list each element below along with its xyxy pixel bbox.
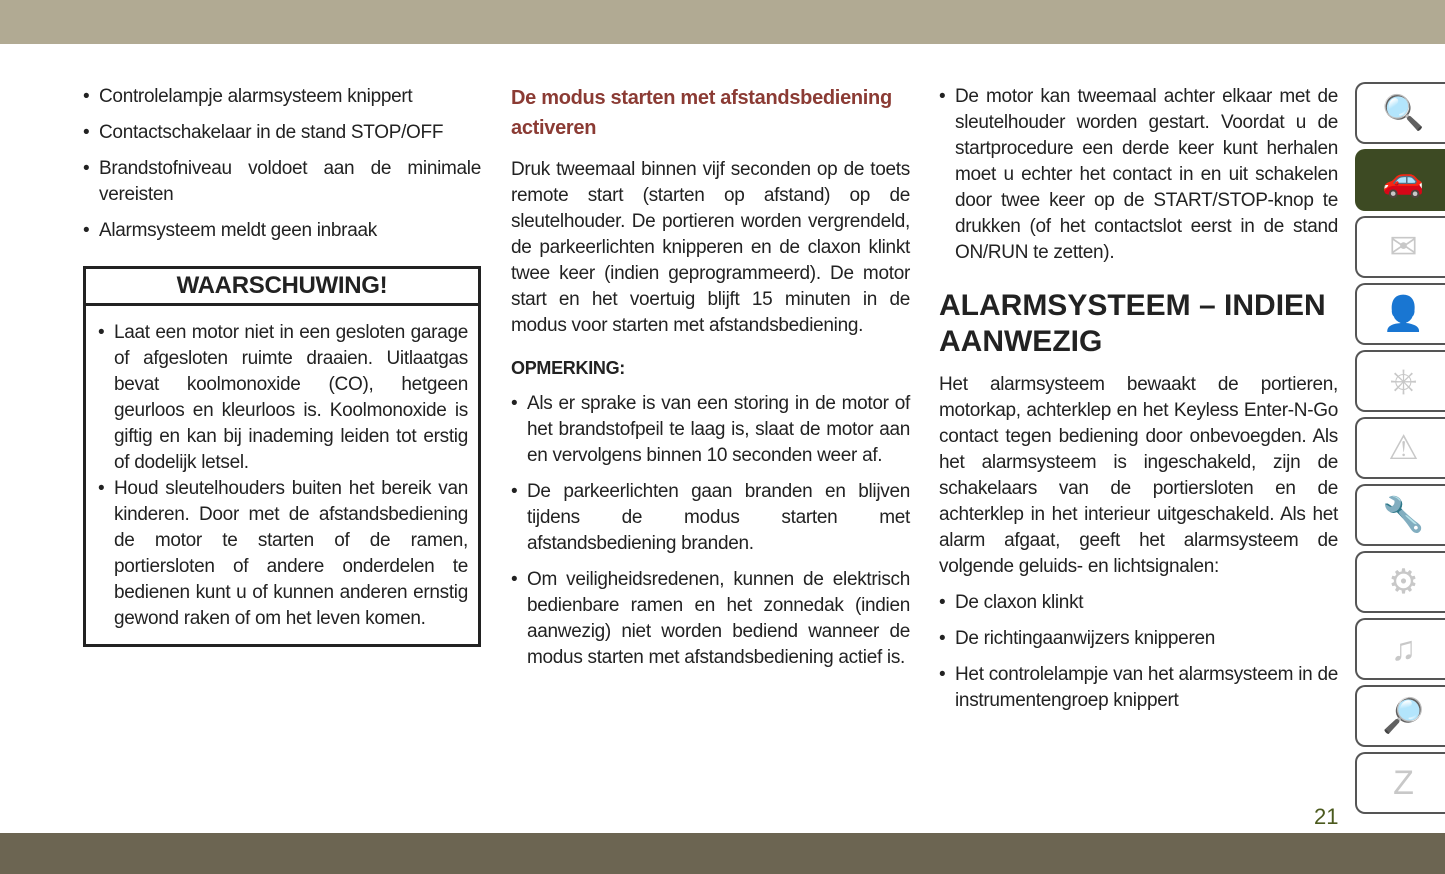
list-item: • Controlelampje alarmsysteem knippert: [83, 84, 481, 110]
warning-box: [83, 266, 481, 647]
list-item: • Brandstofniveau voldoet aan de minimale vereisten: [83, 156, 481, 208]
list-item: • De parkeerlichten gaan branden en blijven tijdens de modus starten met afstandsbediening branden.: [511, 479, 910, 557]
note-label: OPMERKING:: [511, 358, 626, 378]
tab-search[interactable]: [1355, 685, 1445, 747]
list-item: • Om veiligheidsredenen, kunnen de elektrisch bedienbare ramen en het zonnedak (indien aanwezig) niet worden bediend wanneer de modus starten met afstandsbediening actief is.: [511, 567, 910, 671]
section-title: ALARMSYSTEEM – INDIEN AANWEZIG: [939, 289, 1326, 358]
key-steering-wheel-icon: ⎈: [1389, 361, 1418, 400]
list-item: • Als er sprake is van een storing in de motor of het brandstofpeil te laag is, slaat de motor aan en vervolgens binnen 10 seconden weer af.: [511, 391, 910, 469]
list-item: • Contactschakelaar in de stand STOP/OFF: [83, 120, 481, 146]
tab-service[interactable]: [1355, 484, 1445, 546]
column-3: [939, 84, 1338, 724]
paragraph: Het alarmsysteem bewaakt de portieren, motorkap, achterklep en het Keyless Enter-N-Go contact tegen bediening door onbevoegden. Als het alarmsysteem is ingeschakeld, zijn de schakelaars van de portiersloten en de achterklep in het interieur uitgeschakeld. Als het alarm afgaat, geeft het alarmsysteem de volgende geluids- en lichtsignalen:: [939, 374, 1338, 577]
list-item: • Alarmsysteem meldt geen inbraak: [83, 218, 481, 244]
tab-emergency[interactable]: [1355, 417, 1445, 479]
column-1: [83, 84, 481, 647]
list-item: • Het controlelampje van het alarmsysteem in de instrumentengroep knippert: [939, 662, 1338, 714]
chapter-tabs: [1355, 82, 1445, 819]
car-search-icon: 🔍: [1382, 94, 1425, 132]
warning-item: • Houd sleutelhouders buiten het bereik van kinderen. Door met de afstandsbediening de motor te starten of de ramen, portiersloten of andere onderdelen te bedienen kunt u of kunnen anderen ernstig gewond raken of om het leven komen.: [98, 476, 468, 632]
specs-gear-icon: ⚙: [1388, 563, 1419, 601]
car-warning-icon: ⚠: [1388, 429, 1419, 467]
list-item: • De claxon klinkt: [939, 590, 1338, 616]
warning-item: • Laat een motor niet in een gesloten garage of afgesloten ruimte draaien. Uitlaatgas bevat koolmonoxide (CO), hetgeen geurloos en kleurloos is. Koolmonoxide is giftig en kan bij inademing leiden tot erstig of dodelijk letsel.: [98, 320, 468, 476]
tab-car-search[interactable]: [1355, 82, 1445, 144]
tab-safety[interactable]: [1355, 283, 1445, 345]
bottom-bar: [0, 833, 1445, 874]
warning-title: WAARSCHUWING!: [86, 269, 478, 306]
list-item: • De richtingaanwijzers knipperen: [939, 626, 1338, 652]
car-info-icon: 🚗: [1382, 161, 1425, 199]
car-wrench-icon: 🔧: [1382, 496, 1425, 534]
tab-multimedia[interactable]: [1355, 618, 1445, 680]
tab-car-info[interactable]: [1355, 149, 1445, 211]
column-2: [511, 84, 910, 681]
tab-starting-driving[interactable]: [1355, 350, 1445, 412]
index-icon: Z: [1393, 763, 1414, 802]
tab-warning-lights[interactable]: [1355, 216, 1445, 278]
search-icon: 🔎: [1382, 697, 1425, 735]
multimedia-icon: ♫: [1390, 629, 1417, 668]
airbag-seatbelt-icon: 👤: [1382, 295, 1425, 333]
page-number: 21: [1314, 804, 1339, 829]
list-item: • De motor kan tweemaal achter elkaar met de sleutelhouder worden gestart. Voordat u de startprocedure een derde keer kunt herhalen moet u echter het contact in en uit schakelen door twee keer op de START/STOP-knop te drukken (of het contactslot eerst in de stand ON/RUN te zetten).: [939, 84, 1338, 266]
tab-index[interactable]: [1355, 752, 1445, 814]
section-heading: De modus starten met afstandsbediening activeren: [511, 87, 892, 139]
top-bar: [0, 0, 1445, 44]
warning-light-message-icon: ✉: [1389, 228, 1418, 266]
tab-specifications[interactable]: [1355, 551, 1445, 613]
paragraph: Druk tweemaal binnen vijf seconden op de toets remote start (starten op afstand) op de sleutelhouder. De portieren worden vergrendeld, de parkeerlichten knipperen en de claxon klinkt twee keer (indien geprogrammeerd). De motor start en het voertuig blijft 15 minuten in de modus voor starten met afstandsbediening.: [511, 159, 910, 336]
